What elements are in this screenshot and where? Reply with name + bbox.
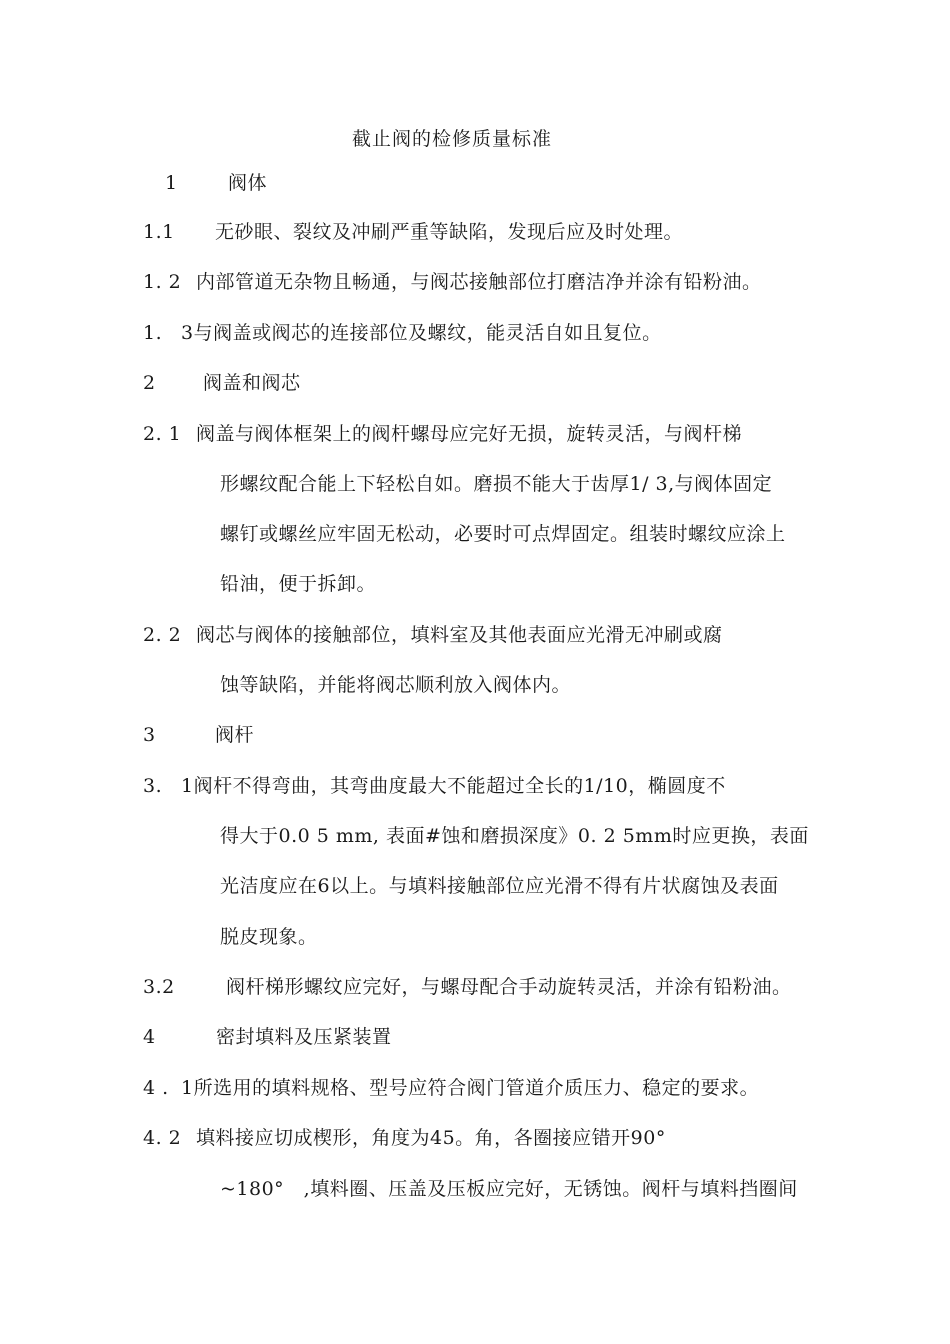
section-2-number: 2 <box>143 372 156 394</box>
item-2-1-continuation: 铅油，便于拆卸。 <box>220 573 377 595</box>
item-2-2-continuation: 蚀等缺陷，并能将阀芯顺利放入阀体内。 <box>220 674 572 696</box>
section-1-number: 1 <box>165 172 178 194</box>
section-3-number: 3 <box>143 724 156 746</box>
section-4-heading: 密封填料及压紧装置 <box>216 1026 392 1048</box>
section-2-heading: 阀盖和阀芯 <box>203 372 301 394</box>
item-3-1-number: 3. <box>143 775 163 797</box>
item-4-2-text: 填料接应切成楔形，角度为45。角，各圈接应错开90° <box>196 1127 666 1149</box>
item-2-1-number: 2. 1 <box>143 423 182 445</box>
item-4-1-text: 1所选用的填料规格、型号应符合阀门管道介质压力、稳定的要求。 <box>181 1077 760 1099</box>
item-4-2-number: 4. 2 <box>143 1127 182 1149</box>
item-4-1-number: 4 . <box>143 1077 169 1099</box>
item-3-1-text: 1阀杆不得弯曲，其弯曲度最大不能超过全长的1/10，椭圆度不 <box>181 775 726 797</box>
item-1-2-text: 内部管道无杂物且畅通，与阀芯接触部位打磨洁净并涂有铅粉油。 <box>196 271 762 293</box>
item-3-1-continuation: 光洁度应在6以上。与填料接触部位应光滑不得有片状腐蚀及表面 <box>220 875 779 897</box>
item-2-2-number: 2. 2 <box>143 624 182 646</box>
section-4-number: 4 <box>143 1026 156 1048</box>
item-3-1-continuation: 得大于0.0 5 mm, 表面#蚀和磨损深度》0. 2 5mm时应更换，表面 <box>220 825 809 847</box>
item-1-1-number: 1.1 <box>143 221 175 243</box>
item-1-3-text: 3与阀盖或阀芯的连接部位及螺纹，能灵活自如且复位。 <box>181 322 662 344</box>
item-1-2-number: 1. 2 <box>143 271 182 293</box>
item-3-2-number: 3.2 <box>143 976 175 998</box>
item-3-1-continuation: 脱皮现象。 <box>220 926 318 948</box>
item-1-1-text: 无砂眼、裂纹及冲刷严重等缺陷，发现后应及时处理。 <box>215 221 684 243</box>
item-3-2-text: 阀杆梯形螺纹应完好，与螺母配合手动旋转灵活，并涂有铅粉油。 <box>226 976 792 998</box>
section-1-heading: 阀体 <box>228 172 268 194</box>
section-3-heading: 阀杆 <box>215 724 255 746</box>
document-title: 截止阀的检修质量标准 <box>352 128 553 150</box>
item-4-2-continuation: ~180° ,填料圈、压盖及压板应完好，无锈蚀。阀杆与填料挡圈间 <box>220 1178 798 1200</box>
item-2-1-text: 阀盖与阀体框架上的阀杆螺母应完好无损，旋转灵活，与阀杆梯 <box>196 423 743 445</box>
item-2-1-continuation: 形螺纹配合能上下轻松自如。磨损不能大于齿厚1/ 3,与阀体固定 <box>220 473 773 495</box>
item-1-3-number: 1. <box>143 322 163 344</box>
item-2-1-continuation: 螺钉或螺丝应牢固无松动，必要时可点焊固定。组装时螺纹应涂上 <box>220 523 786 545</box>
item-2-2-text: 阀芯与阀体的接触部位，填料室及其他表面应光滑无冲刷或腐 <box>196 624 723 646</box>
